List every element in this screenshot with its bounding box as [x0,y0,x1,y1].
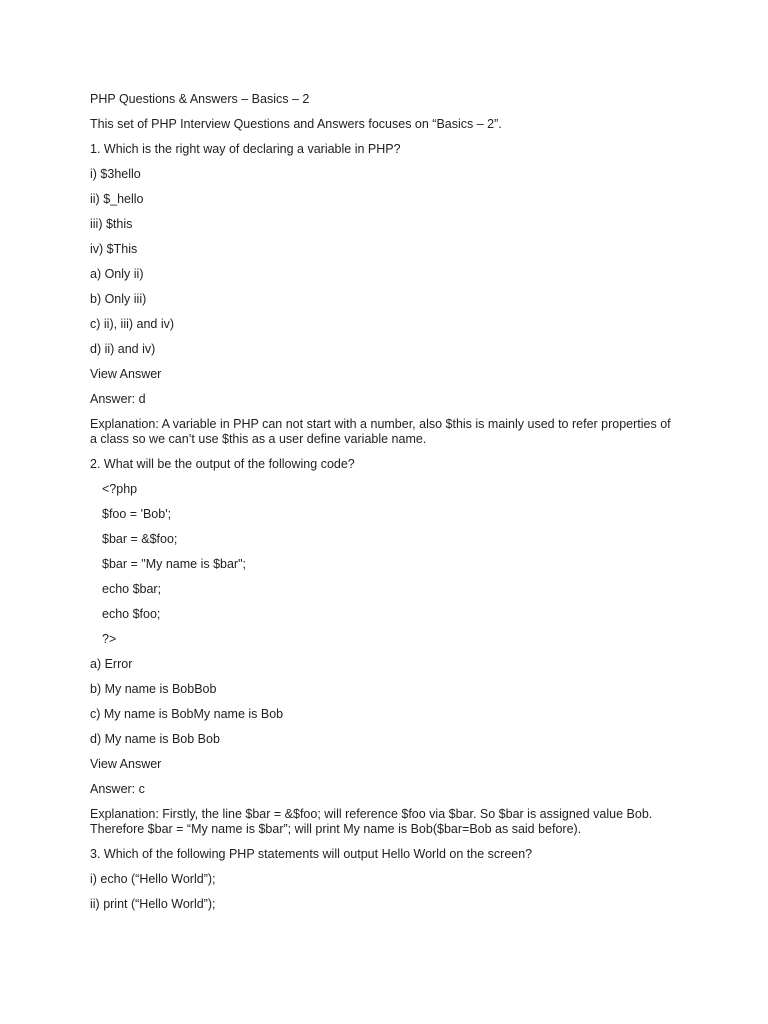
question-2-option: c) My name is BobMy name is Bob [90,707,284,721]
question-2-option: d) My name is Bob Bob [90,732,220,746]
question-2-option: a) Error [90,657,133,671]
view-answer-link[interactable]: View Answer [90,367,162,381]
question-1-item: ii) $_hello [90,192,144,206]
question-1-explanation: Explanation: A variable in PHP can not start with a number, also $this is mainly used to refer properties of a class so we can’t use $this as a user define variable name. [90,417,671,446]
question-1-option: d) ii) and iv) [90,342,156,356]
code-line: $bar = &$foo; [102,532,178,546]
question-1-item: iii) $this [90,217,133,231]
question-2-option: b) My name is BobBob [90,682,217,696]
code-line: $bar = "My name is $bar"; [102,557,247,571]
question-1-item: i) $3hello [90,167,141,181]
question-1-item: iv) $This [90,242,138,256]
question-2-text: 2. What will be the output of the following code? [90,457,355,471]
document-title: PHP Questions & Answers – Basics – 2 [90,92,310,106]
question-1-answer: Answer: d [90,392,146,406]
view-answer-link[interactable]: View Answer [90,757,162,771]
code-line: <?php [102,482,138,496]
question-1-text: 1. Which is the right way of declaring a variable in PHP? [90,142,401,156]
question-2-explanation: Explanation: Firstly, the line $bar = &$foo; will reference $foo via $bar. So $bar is assigned value Bob. Therefore $bar = “My name is $bar”; will print My name is Bob($bar=Bob as said before). [90,807,653,836]
question-1-option: b) Only iii) [90,292,147,306]
question-3-text: 3. Which of the following PHP statements will output Hello World on the screen? [90,847,533,861]
question-1-option: a) Only ii) [90,267,144,281]
code-line: echo $bar; [102,582,162,596]
question-1-option: c) ii), iii) and iv) [90,317,175,331]
intro-text: This set of PHP Interview Questions and Answers focuses on “Basics – 2”. [90,117,502,131]
code-line: ?> [102,632,117,646]
question-2-answer: Answer: c [90,782,145,796]
question-3-item: ii) print (“Hello World”); [90,897,216,911]
code-line: $foo = 'Bob'; [102,507,172,521]
question-3-item: i) echo (“Hello World”); [90,872,216,886]
document-page [90,92,680,922]
code-line: echo $foo; [102,607,161,621]
